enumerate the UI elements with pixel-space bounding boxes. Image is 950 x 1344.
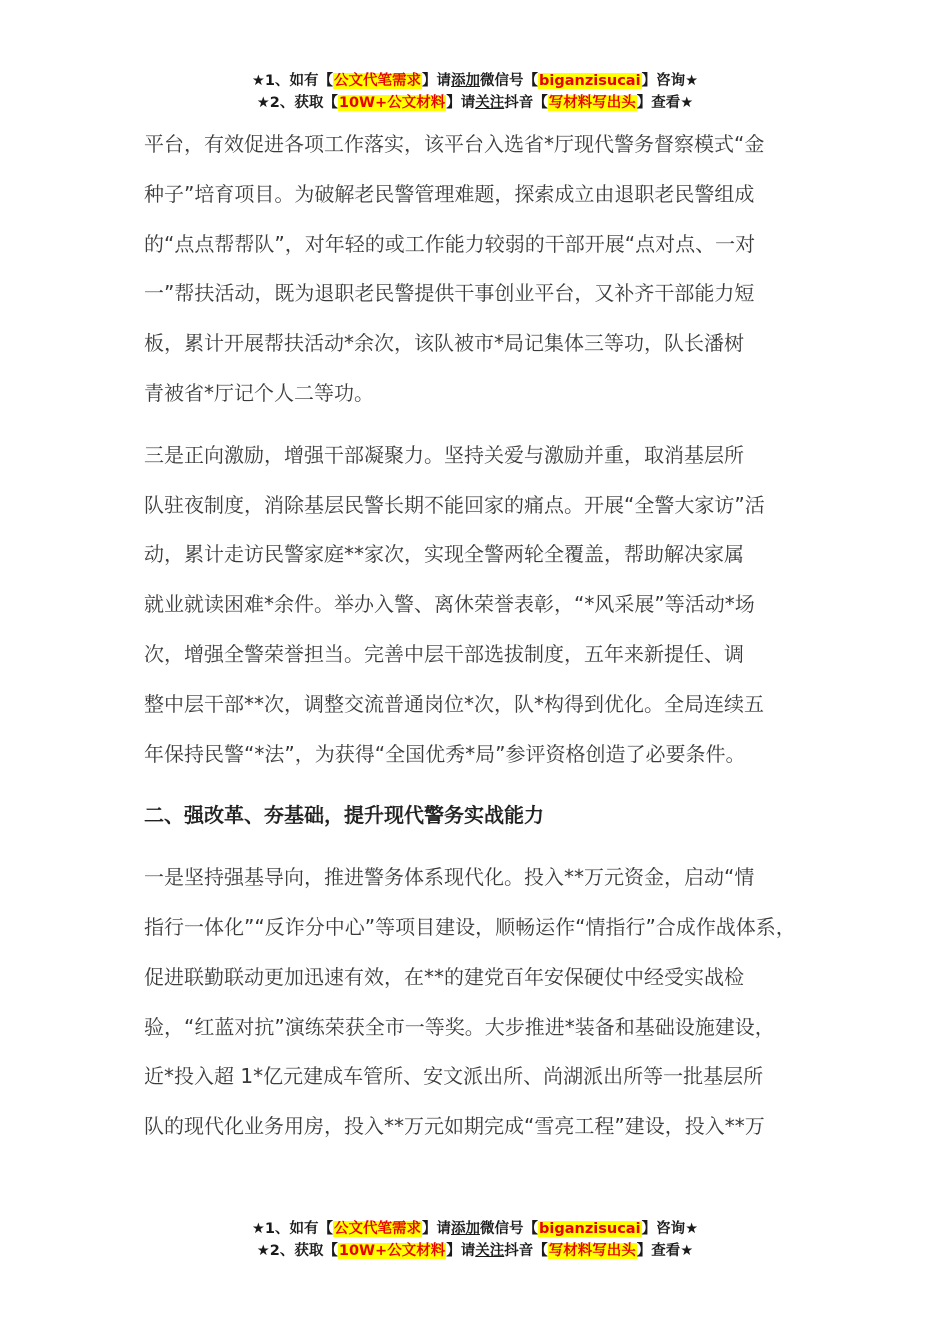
- text-line: 动，累计走访民警家庭**家次，实现全警两轮全覆盖，帮助解决家属: [144, 542, 744, 567]
- banner-text: 】请: [422, 73, 452, 89]
- text-line: 青被省*厅记个人二等功。: [144, 380, 374, 405]
- text-line: 队驻夜制度，消除基层民警长期不能回家的痛点。开展“全警大家访”活: [144, 492, 765, 517]
- banner-highlight: biganzisucai: [539, 73, 641, 89]
- banner-highlight: 公文代笔需求: [334, 1221, 422, 1237]
- paragraph-1: [144, 120, 809, 419]
- text-line: 平台，有效促进各项工作落实，该平台入选省*厅现代警务督察模式“金: [144, 132, 765, 156]
- banner-line-2: [0, 1240, 950, 1262]
- banner-highlight: 写材料写出头: [548, 95, 636, 111]
- banner-text: 】查看★: [636, 95, 694, 111]
- document-body: [144, 120, 809, 1152]
- banner-text: 】查看★: [636, 1243, 694, 1259]
- banner-text: 】请: [446, 1243, 476, 1259]
- text-line: 次，增强全警荣誉担当。完善中层干部选拔制度，五年来新提任、调: [144, 641, 744, 666]
- text-line: 近*投入超 1*亿元建成车管所、安文派出所、尚湖派出所等一批基层所: [144, 1064, 764, 1089]
- banner-text: 】请: [446, 95, 476, 111]
- banner-highlight: 公文代笔需求: [334, 73, 422, 89]
- text-line: 年保持民警“*法”，为获得“全国优秀*局”参评资格创造了必要条件。: [144, 741, 746, 766]
- text-line: 一是坚持强基导向，推进警务体系现代化。投入**万元资金，启动“情: [144, 865, 755, 890]
- text-line: 促进联勤联动更加迅速有效，在**的建党百年安保硬仗中经受实战检: [144, 964, 744, 989]
- banner-text: 】咨询★: [641, 1221, 699, 1237]
- banner-line-1: [0, 70, 950, 92]
- banner-text: ★1、如有【: [251, 73, 334, 89]
- text-line: 队的现代化业务用房，投入**万元如期完成“雪亮工程”建设，投入**万: [144, 1114, 765, 1139]
- banner-text: ★1、如有【: [251, 1221, 334, 1237]
- banner-underline: 关注: [475, 1243, 505, 1259]
- text-line: 指行一体化”“反诈分中心”等项目建设，顺畅运作“情指行”合成作战体系，: [144, 914, 796, 939]
- banner-text: 抖音【: [504, 1243, 548, 1259]
- banner-text: ★2、获取【: [256, 95, 338, 111]
- bottom-banner: [0, 1218, 950, 1262]
- banner-text: ★2、获取【: [256, 1243, 338, 1259]
- banner-highlight: 10W+公文材料: [338, 95, 446, 111]
- banner-line-2: [0, 92, 950, 114]
- top-banner: [0, 70, 950, 114]
- text-line: 的“点点帮帮队”，对年轻的或工作能力较弱的干部开展“点对点、一对: [144, 231, 756, 256]
- paragraph-2: [144, 431, 809, 780]
- text-line: 验，“红蓝对抗”演练荣获全市一等奖。大步推进*装备和基础设施建设，: [144, 1014, 775, 1039]
- banner-text: 】咨询★: [641, 73, 699, 89]
- banner-line-1: [0, 1218, 950, 1240]
- section-heading: 二、强改革、夯基础，提升现代警务实战能力: [144, 803, 544, 828]
- banner-text: 微信号【: [480, 73, 539, 89]
- banner-underline: 关注: [475, 95, 505, 111]
- banner-text: 抖音【: [504, 95, 548, 111]
- paragraph-3: [144, 853, 809, 1152]
- text-line: 三是正向激励，增强干部凝聚力。坚持关爱与激励并重，取消基层所: [144, 442, 744, 467]
- banner-underline: 添加: [451, 1221, 481, 1237]
- banner-underline: 添加: [451, 73, 481, 89]
- text-line: 种子”培育项目。为破解老民警管理难题，探索成立由退职老民警组成: [144, 181, 755, 206]
- banner-highlight: 10W+公文材料: [338, 1243, 446, 1259]
- text-line: 就业就读困难*余件。举办入警、离休荣誉表彰，“*风采展”等活动*场: [144, 592, 755, 617]
- text-line: 整中层干部**次，调整交流普通岗位*次，队*构得到优化。全局连续五: [144, 691, 764, 716]
- banner-highlight: biganzisucai: [539, 1221, 641, 1237]
- text-line: 一”帮扶活动，既为退职老民警提供干事创业平台，又补齐干部能力短: [144, 281, 755, 306]
- banner-text: 】请: [422, 1221, 452, 1237]
- text-line: 板，累计开展帮扶活动*余次，该队被市*局记集体三等功，队长潘树: [144, 331, 744, 356]
- banner-text: 微信号【: [480, 1221, 539, 1237]
- banner-highlight: 写材料写出头: [548, 1243, 636, 1259]
